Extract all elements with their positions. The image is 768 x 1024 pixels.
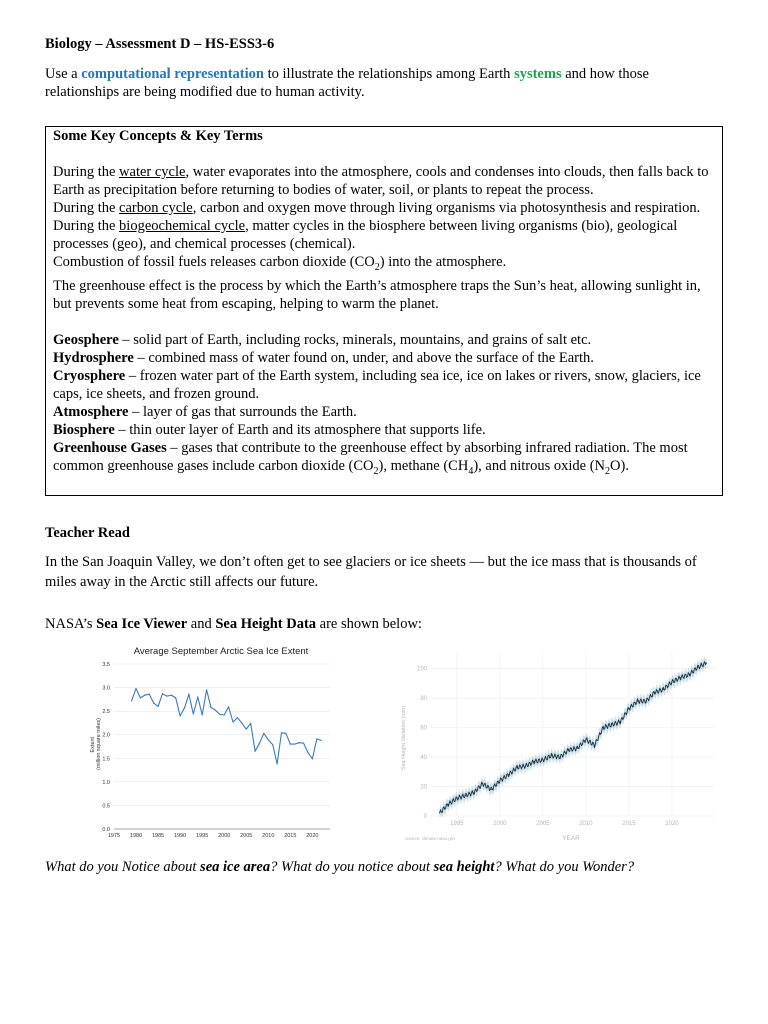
notice-wonder-question: What do you Notice about sea ice area? What do you notice about sea height? What do you Wonder? xyxy=(45,859,635,875)
data-point xyxy=(646,701,647,702)
term-geosphere: Geosphere – solid part of Earth, including rocks, minerals, mountains, and grains of salt etc. xyxy=(53,331,592,348)
data-point xyxy=(517,767,518,768)
x-tick-label: 1995 xyxy=(196,833,209,839)
key-concepts-title: Some Key Concepts & Key Terms xyxy=(53,128,263,144)
data-point xyxy=(277,763,278,764)
x-tick-label: 1995 xyxy=(450,821,464,827)
y-tick-label: 0.0 xyxy=(102,827,110,833)
y-tick-label: 1.0 xyxy=(102,779,110,786)
data-point xyxy=(144,695,145,696)
data-point xyxy=(294,744,295,745)
data-point xyxy=(268,739,269,740)
data-point xyxy=(135,688,136,689)
term-biosphere: Biosphere – thin outer layer of Earth and its atmosphere that supports life. xyxy=(53,421,486,438)
sea-ice-extent-chart xyxy=(82,640,340,845)
x-tick-label: 2000 xyxy=(218,833,231,839)
water-cycle-text: During the water cycle, water evaporates into the atmosphere, cools and condenses into clouds, then falls back to Earth as precipitation before returning to bodies of water, soil, or plants to repeat the process. xyxy=(53,164,709,198)
x-tick-label: 2005 xyxy=(240,833,253,839)
data-point xyxy=(210,707,211,708)
data-point xyxy=(224,714,225,715)
data-point xyxy=(215,710,216,711)
y-tick-label: 0.5 xyxy=(102,803,110,810)
intro-text: Use a xyxy=(45,66,82,82)
y-tick-label: 1.5 xyxy=(102,756,110,763)
key-term-computational-representation: computational representation xyxy=(81,66,264,82)
y-tick-label: 2.5 xyxy=(102,709,110,716)
term-greenhouse-gases: Greenhouse Gases – gases that contribute to the greenhouse effect by absorbing infrared radiation. The most common greenhouse gases include carbon dioxide $(CO_2)$, methane $(CH_4)$, and nitrous oxide $(N_2O)$. xyxy=(53,439,688,477)
data-point xyxy=(654,692,655,693)
data-point xyxy=(206,689,207,690)
biogeochemical-cycle-term: biogeochemical cycle xyxy=(119,218,246,234)
term-hydrosphere: Hydrosphere – combined mass of water found on, under, and above the surface of the Earth. xyxy=(53,349,594,366)
data-point xyxy=(140,697,141,698)
x-tick-label: 2000 xyxy=(493,821,507,827)
key-term-systems: systems xyxy=(514,66,562,82)
x-tick-label: 2005 xyxy=(536,821,550,827)
y-tick-label: 3.0 xyxy=(102,685,110,692)
key-concepts-box xyxy=(45,126,723,496)
intro-text: to illustrate the relationships among Earth xyxy=(263,66,515,82)
data-point xyxy=(620,721,621,722)
data-point xyxy=(577,748,578,749)
data-point xyxy=(254,751,255,752)
y-tick-label: 40 xyxy=(420,755,427,762)
carbon-cycle-text: During the carbon cycle, carbon and oxygen move through living organisms via photosynthesis and respiration. xyxy=(53,200,701,216)
y-tick-label: 2.0 xyxy=(102,732,110,739)
data-point xyxy=(560,757,561,758)
combustion-text: Combustion of fossil fuels releases carbon dioxide $(CO_2)$ into the atmosphere. xyxy=(53,254,507,273)
sea-height-data-label: Sea Height Data xyxy=(215,616,317,632)
data-point xyxy=(312,758,313,759)
data-point xyxy=(259,743,260,744)
data-point xyxy=(307,752,308,753)
data-point xyxy=(628,708,629,709)
data-point xyxy=(680,677,681,678)
page-title: Biology – Assessment D – HS-ESS3-6 xyxy=(45,36,275,52)
term-cryosphere: Cryosphere – frozen water part of the Earth system, including sea ice, ice on lakes or rivers, snow, glaciers, ice caps, ice sheets, and frozen ground. xyxy=(53,367,701,402)
x-tick-label: 1990 xyxy=(173,833,187,839)
data-point xyxy=(180,715,181,716)
y-tick-label: 0 xyxy=(423,814,427,820)
data-point xyxy=(551,755,552,756)
data-point xyxy=(611,724,612,725)
data-point xyxy=(299,742,300,743)
data-point xyxy=(465,795,466,796)
sea-height-emphasis: sea height xyxy=(433,859,495,875)
x-tick-label: 1980 xyxy=(129,833,143,839)
data-point xyxy=(228,706,229,707)
sea-ice-viewer-label: Sea Ice Viewer xyxy=(96,616,188,632)
data-point xyxy=(290,744,291,745)
teacher-read-heading: Teacher Read xyxy=(45,525,130,541)
term-atmosphere: Atmosphere – layer of gas that surrounds the Earth. xyxy=(53,403,357,420)
data-point xyxy=(482,783,483,784)
y-tick-label: 3.5 xyxy=(102,662,110,668)
data-point xyxy=(474,792,475,793)
data-point xyxy=(232,721,233,722)
sea-height-chart xyxy=(395,648,717,848)
x-tick-label: 2010 xyxy=(579,821,593,827)
data-point xyxy=(237,717,238,718)
data-point xyxy=(175,697,176,698)
data-point xyxy=(272,744,273,745)
x-tick-label: 2010 xyxy=(262,833,275,839)
x-tick-label: 1975 xyxy=(107,833,121,839)
data-point xyxy=(219,714,220,715)
sea-ice-area-emphasis: sea ice area xyxy=(200,859,271,875)
data-point xyxy=(671,681,672,682)
data-point xyxy=(263,733,264,734)
data-point xyxy=(321,740,322,741)
x-tick-label: 2020 xyxy=(306,833,319,839)
x-tick-label: 2015 xyxy=(622,821,636,827)
data-point xyxy=(508,774,509,775)
data-point xyxy=(534,761,535,762)
y-tick-label: 80 xyxy=(420,696,427,703)
data-point xyxy=(439,813,440,814)
data-point xyxy=(585,739,586,740)
nasa-intro-line: NASA’s Sea Ice Viewer and Sea Height Data are shown below: xyxy=(45,616,422,632)
data-point xyxy=(499,780,500,781)
data-point xyxy=(157,706,158,707)
y-axis-label: Sea Height Variation (mm) xyxy=(401,705,407,771)
x-tick-label: 1985 xyxy=(151,833,165,839)
greenhouse-effect-text: The greenhouse effect is the process by which the Earth’s atmosphere traps the Sun’s heat, allowing sunlight in, but prevents some heat from escaping, helping to warm the planet. xyxy=(53,277,701,312)
x-axis-label: YEAR xyxy=(562,835,580,842)
data-point xyxy=(456,798,457,799)
data-point xyxy=(246,728,247,729)
data-point xyxy=(281,732,282,733)
data-point xyxy=(153,703,154,704)
data-point xyxy=(689,674,690,675)
water-cycle-term: water cycle xyxy=(119,164,186,180)
data-point xyxy=(202,714,203,715)
data-point xyxy=(285,733,286,734)
data-point xyxy=(542,760,543,761)
data-point xyxy=(188,694,189,695)
intro-text: and how those relationships are being modified due to human activity. xyxy=(45,66,649,100)
data-point xyxy=(706,662,707,663)
intro-paragraph xyxy=(45,65,725,101)
data-point xyxy=(594,745,595,746)
data-point xyxy=(171,695,172,696)
data-point xyxy=(448,804,449,805)
y-tick-label: 60 xyxy=(420,725,427,732)
source-note: Source: climate.nasa.gov xyxy=(405,836,456,841)
biogeochemical-cycle-text: During the biogeochemical cycle, matter cycles in the biosphere between living organisms (bio), geological processes (geo), and chemical processes (chemical). xyxy=(53,218,678,252)
y-tick-label: 100 xyxy=(416,666,427,673)
data-point xyxy=(697,667,698,668)
data-point xyxy=(603,727,604,728)
data-point xyxy=(663,689,664,690)
data-point xyxy=(491,789,492,790)
data-point xyxy=(193,713,194,714)
data-point xyxy=(250,723,251,724)
data-point xyxy=(197,696,198,697)
y-tick-label: 20 xyxy=(420,784,427,791)
data-point xyxy=(149,694,150,695)
data-point xyxy=(316,738,317,739)
y-axis-label: Extent (million square miles) xyxy=(90,718,102,770)
data-point xyxy=(166,695,167,696)
uncertainty-band xyxy=(440,657,707,819)
data-point xyxy=(568,749,569,750)
data-point xyxy=(162,693,163,694)
data-point xyxy=(303,743,304,744)
chart-title: Average September Arctic Sea Ice Extent xyxy=(133,646,309,657)
sea-ice-series-line xyxy=(132,689,322,764)
teacher-read-paragraph: In the San Joaquin Valley, we don’t often get to see glaciers or ice sheets — but the ice mass that is thousands of miles away in the Arctic still affects our future. xyxy=(45,554,697,590)
carbon-cycle-term: carbon cycle xyxy=(119,200,193,216)
data-point xyxy=(131,700,132,701)
data-point xyxy=(241,722,242,723)
data-point xyxy=(637,701,638,702)
x-tick-label: 2015 xyxy=(284,833,297,839)
data-point xyxy=(184,707,185,708)
data-point xyxy=(525,765,526,766)
x-tick-label: 2020 xyxy=(665,821,679,827)
